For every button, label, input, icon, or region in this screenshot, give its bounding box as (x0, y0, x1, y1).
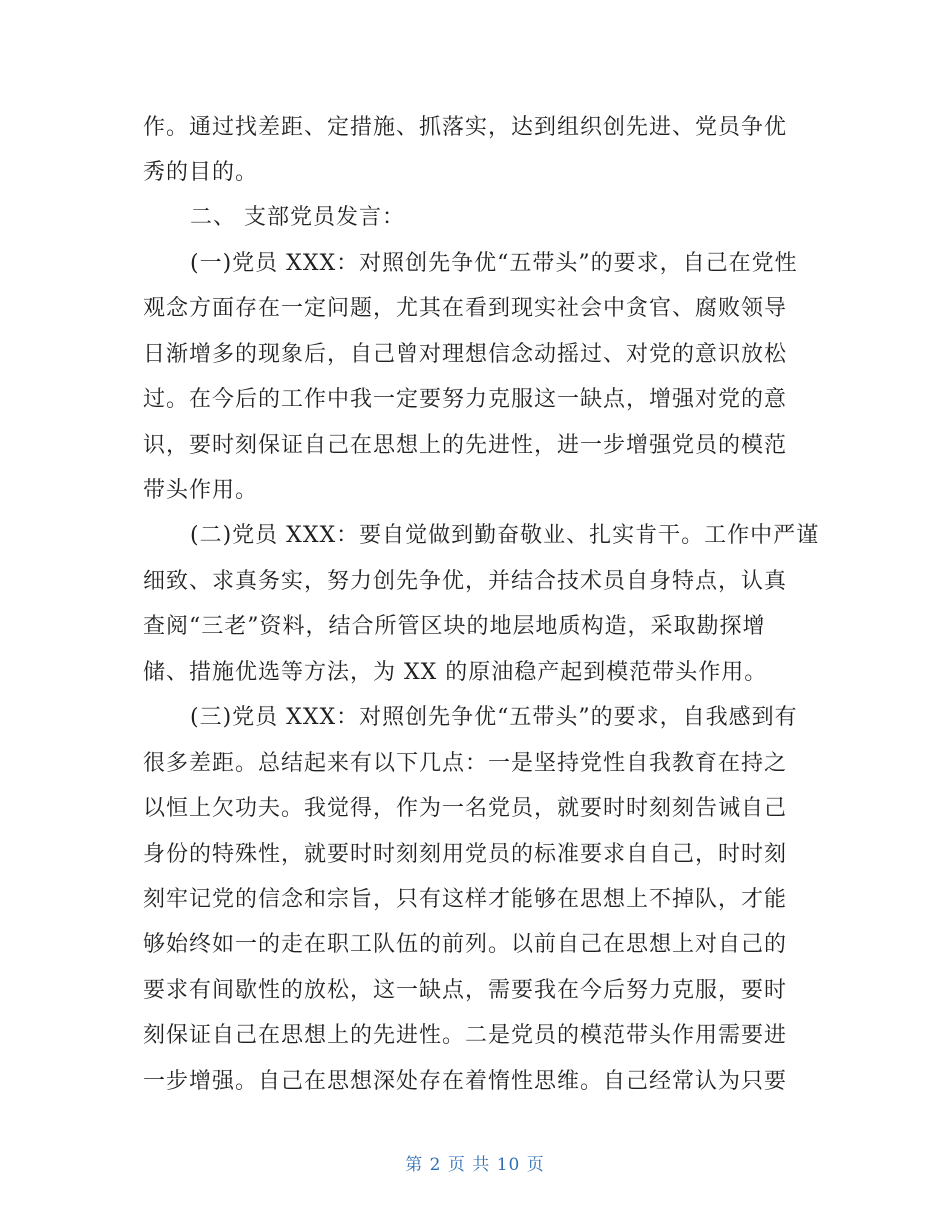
text-line: 身份的特殊性，就要时时刻刻用党员的标准要求自自己，时时刻 (143, 842, 788, 867)
text-line: 以恒上欠功夫。我觉得，作为一名党员，就要时时刻刻告诫自己 (143, 796, 788, 821)
text-line: 很多差距。总结起来有以下几点：一是坚持党性自我教育在持之 (143, 751, 788, 776)
text-line: 一步增强。自己在思想深处存在着惰性思维。自己经常认为只要 (143, 1069, 788, 1094)
text-line: 过。在今后的工作中我一定要努力克服这一缺点，增强对党的意 (143, 387, 788, 412)
text-line: 刻保证自己在思想上的先进性。二是党员的模范带头作用需要进 (143, 1023, 788, 1048)
paragraph-start: (一)党员 XXX：对照创先争优“五带头”的要求，自己在党性 (190, 251, 798, 276)
text-line: 储、措施优选等方法，为 XX 的原油稳产起到模范带头作用。 (143, 660, 768, 685)
paragraph-start: (三)党员 XXX：对照创先争优“五带头”的要求，自我感到有 (190, 705, 798, 730)
text-line: 日渐增多的现象后，自己曾对理想信念动摇过、对党的意识放松 (143, 342, 788, 367)
page-number-footer: 第 2 页 共 10 页 (405, 1155, 545, 1175)
text-line: 查阅“三老”资料，结合所管区块的地层地质构造，采取勘探增 (143, 614, 766, 639)
text-line: 带头作用。 (143, 478, 259, 503)
section-heading: 二、 支部党员发言： (190, 205, 405, 230)
text-line: 要求有间歇性的放松，这一缺点，需要我在今后努力克服，要时 (143, 978, 788, 1003)
text-line: 作。通过找差距、定措施、抓落实，达到组织创先进、党员争优 (143, 115, 788, 140)
text-line: 识，要时刻保证自己在思想上的先进性，进一步增强党员的模范 (143, 433, 788, 458)
paragraph-start: (二)党员 XXX：要自觉做到勤奋敬业、扎实肯干。工作中严谨 (190, 523, 820, 548)
text-line: 细致、求真务实，努力创先争优，并结合技术员自身特点，认真 (143, 569, 788, 594)
text-line: 观念方面存在一定问题，尤其在看到现实社会中贪官、腐败领导 (143, 296, 788, 321)
text-line: 够始终如一的走在职工队伍的前列。以前自己在思想上对自己的 (143, 932, 788, 957)
text-line: 刻牢记党的信念和宗旨，只有这样才能够在思想上不掉队，才能 (143, 887, 788, 912)
text-line: 秀的目的。 (143, 160, 259, 185)
